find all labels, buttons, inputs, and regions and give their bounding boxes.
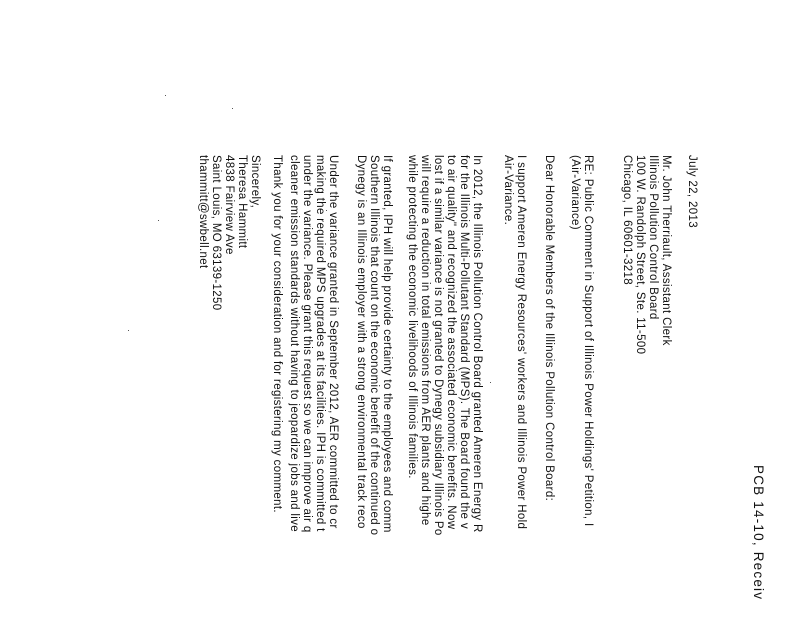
paragraph-line: while protecting the economic livelihoods of Illinois families. (406, 155, 418, 479)
paragraph-line: In 2012, the Illinois Pollution Control Board granted Ameren Energy R (471, 155, 483, 533)
paragraph-line: Dynegy is an Illinois employer with a strong environmental track reco (355, 155, 367, 529)
scan-speck (128, 330, 129, 331)
paragraph-line: for the Illinois Multi-Pollutant Standard (MPS). The Board found the v (458, 155, 470, 529)
paragraph-line: Southern Illinois that count on the economic benefit of the continued o (368, 155, 380, 536)
signature-line: thammitt@swbell.net (197, 155, 209, 269)
signature-line: Saint Louis, MO 63139-1250 (210, 155, 222, 311)
paragraph-line: Thank you for your consideration and for registering my comment. (271, 155, 283, 513)
closing: Sincerely, (249, 155, 261, 209)
paragraph-line: to air quality" and recognized the associated economic benefits. Now (445, 155, 457, 530)
recipient-line: Mr. John Therriault, Assistant Clerk (660, 155, 672, 346)
subject-line: (Air-Variance) (569, 155, 581, 230)
signature-line: 4838 Fairview Ave (223, 155, 235, 255)
recipient-line: 100 W. Randolph Street, Ste. 11-500 (634, 155, 646, 355)
rotated-letter (197, 155, 766, 618)
scan-speck (326, 210, 327, 211)
docket-header: PCB 14-10, Receiv (751, 465, 766, 601)
scan-speck (165, 95, 166, 96)
paragraph-line: will require a reduction in total emissions from AER plants and highe (419, 155, 431, 526)
paragraph-line: making the required MPS upgrades at its facilities. IPH is committed t (314, 155, 326, 532)
paragraph-line: If granted, IPH will help provide certainty to the employees and comm (381, 155, 393, 533)
scan-speck (490, 382, 491, 383)
salutation: Dear Honorable Members of the Illinois Pollution Control Board: (543, 155, 555, 502)
letter-date: July 22, 2013 (686, 155, 698, 228)
paragraph-line: lost if a similar variance is not granted to Dynegy subsidiary Illinois Po (432, 155, 444, 536)
paragraph-line: Under the variance granted in September 2012, AER committed to cr (327, 155, 339, 529)
signature-line: Theresa Hammitt (236, 155, 248, 249)
paragraph-line: under the variance. Please grant this request so we can improve air q (301, 155, 313, 533)
paragraph-line: I support Ameren Energy Resources' workers and Illinois Power Hold (515, 155, 527, 530)
recipient-line: Illinois Pollution Control Board (647, 155, 659, 320)
subject-line: RE: Public Comment in Support of Illinois Power Holdings' Petition, I (582, 155, 594, 527)
paragraph-line: cleaner emission standards without having to jeopardize jobs and live (288, 155, 300, 533)
scan-speck (158, 220, 159, 221)
paragraph-line: Air-Variance. (502, 155, 514, 226)
scan-speck (232, 108, 233, 109)
recipient-line: Chicago, IL 60601-3218 (621, 155, 633, 286)
